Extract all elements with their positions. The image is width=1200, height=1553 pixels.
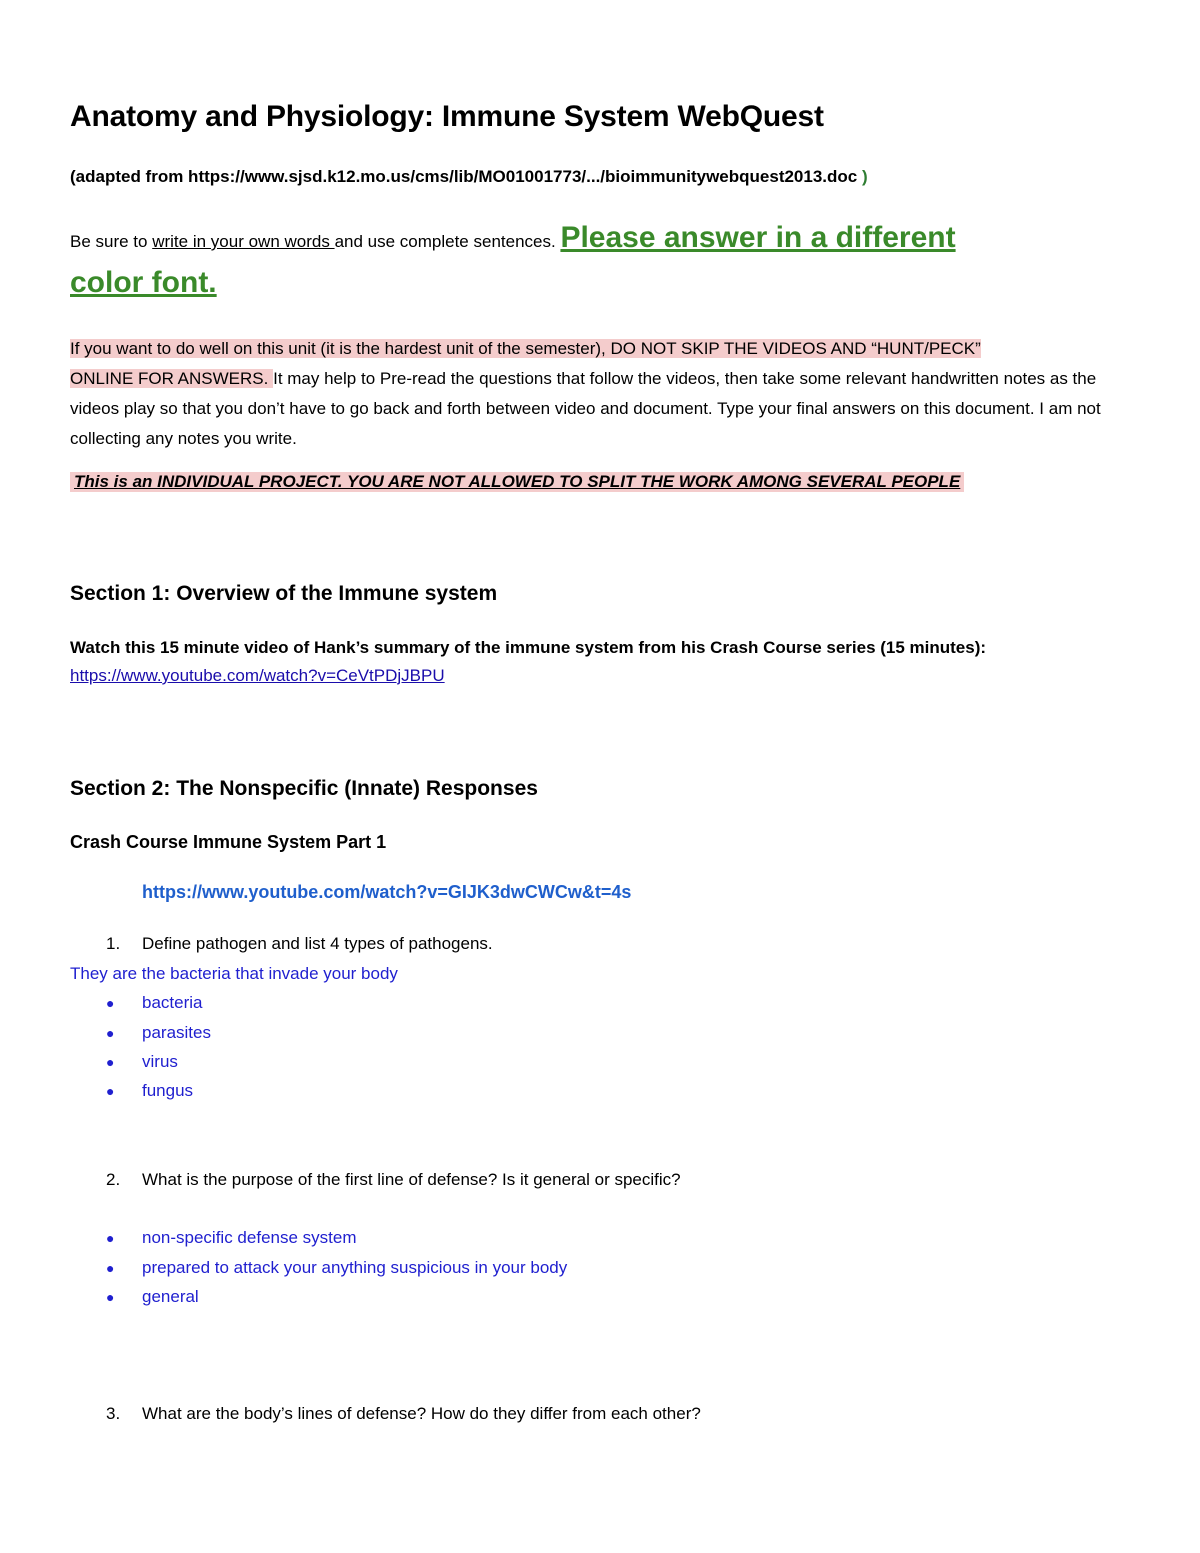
adapted-from-note <box>70 167 868 187</box>
bullet-icon: ● <box>106 1230 115 1246</box>
question-number: 1. <box>106 934 121 953</box>
answer-2-bullet[interactable]: ● prepared to attack your anything suspicious in your body <box>106 1258 568 1277</box>
question-text: What are the body’s lines of defense? How do they differ from each other? <box>142 1404 701 1423</box>
answer-1-bullet[interactable]: ● bacteria <box>106 993 203 1012</box>
bullet-icon: ● <box>106 1025 115 1041</box>
answer-1-bullet[interactable]: ● virus <box>106 1052 178 1071</box>
section1-watch-text: Watch this 15 minute video of Hank’s summary of the immune system from his Crash Course series (15 minutes): <box>70 638 987 657</box>
section2-video-link[interactable]: https://www.youtube.com/watch?v=GIJK3dwCWCw&t=4s <box>142 882 632 902</box>
question-3 <box>70 1404 701 1424</box>
answer-2-bullet[interactable]: ● general <box>106 1287 199 1306</box>
question-1 <box>70 934 493 954</box>
instructions-part2: and use complete sentences. <box>334 232 561 251</box>
individual-project-warning: This is an INDIVIDUAL PROJECT. YOU ARE NOT ALLOWED TO SPLIT THE WORK AMONG SEVERAL PEOPLE <box>70 472 964 492</box>
answer-1-bullet[interactable]: ● fungus <box>106 1081 194 1100</box>
document-title: Anatomy and Physiology: Immune System WebQuest <box>70 100 824 133</box>
question-2 <box>70 1170 681 1190</box>
advice-paragraph <box>70 334 1130 454</box>
question-number: 2. <box>106 1170 121 1189</box>
instructions-part1: Be sure to <box>70 232 153 251</box>
section2-heading: Section 2: The Nonspecific (Innate) Responses <box>70 777 538 800</box>
question-text: What is the purpose of the first line of defense? Is it general or specific? <box>142 1170 681 1189</box>
section1-heading: Section 1: Overview of the Immune system <box>70 582 498 605</box>
adapted-close-paren: ) <box>861 167 868 186</box>
answer-color-instruction: Please answer in a different <box>560 221 956 254</box>
bullet-icon: ● <box>106 1083 115 1099</box>
instructions-underlined: write in your own words <box>152 232 335 251</box>
bullet-icon: ● <box>106 995 115 1011</box>
answer-2-bullet[interactable]: ● non-specific defense system <box>106 1228 357 1247</box>
section1-video-link[interactable]: https://www.youtube.com/watch?v=CeVtPDjJBPU <box>70 666 445 685</box>
bullet-icon: ● <box>106 1054 115 1070</box>
answer-1-text[interactable]: They are the bacteria that invade your body <box>70 964 398 983</box>
bullet-icon: ● <box>106 1289 115 1305</box>
answer-color-instruction-cont: color font. <box>70 266 217 299</box>
answer-1-bullet[interactable]: ● parasites <box>106 1023 211 1042</box>
advice-highlight-2: ONLINE FOR ANSWERS. <box>70 369 274 388</box>
question-number: 3. <box>106 1404 121 1423</box>
advice-rest: It may help to Pre-read the questions that follow the videos, then take some relevant handwritten notes as the videos play so that you don’t have to go back and forth between video and document. Type your final answers on this document. I am not collecting any notes you write. <box>70 369 1101 448</box>
section2-subheading: Crash Course Immune System Part 1 <box>70 832 387 852</box>
question-text: Define pathogen and list 4 types of pathogens. <box>142 934 493 953</box>
adapted-text: (adapted from https://www.sjsd.k12.mo.us/cms/lib/MO01001773/.../bioimmunitywebquest2013.doc <box>70 167 858 186</box>
instructions-line <box>70 221 956 255</box>
bullet-icon: ● <box>106 1260 115 1276</box>
advice-highlight-1: If you want to do well on this unit (it is the hardest unit of the semester), DO NOT SKIP THE VIDEOS AND “HUNT/PECK” <box>70 339 981 358</box>
